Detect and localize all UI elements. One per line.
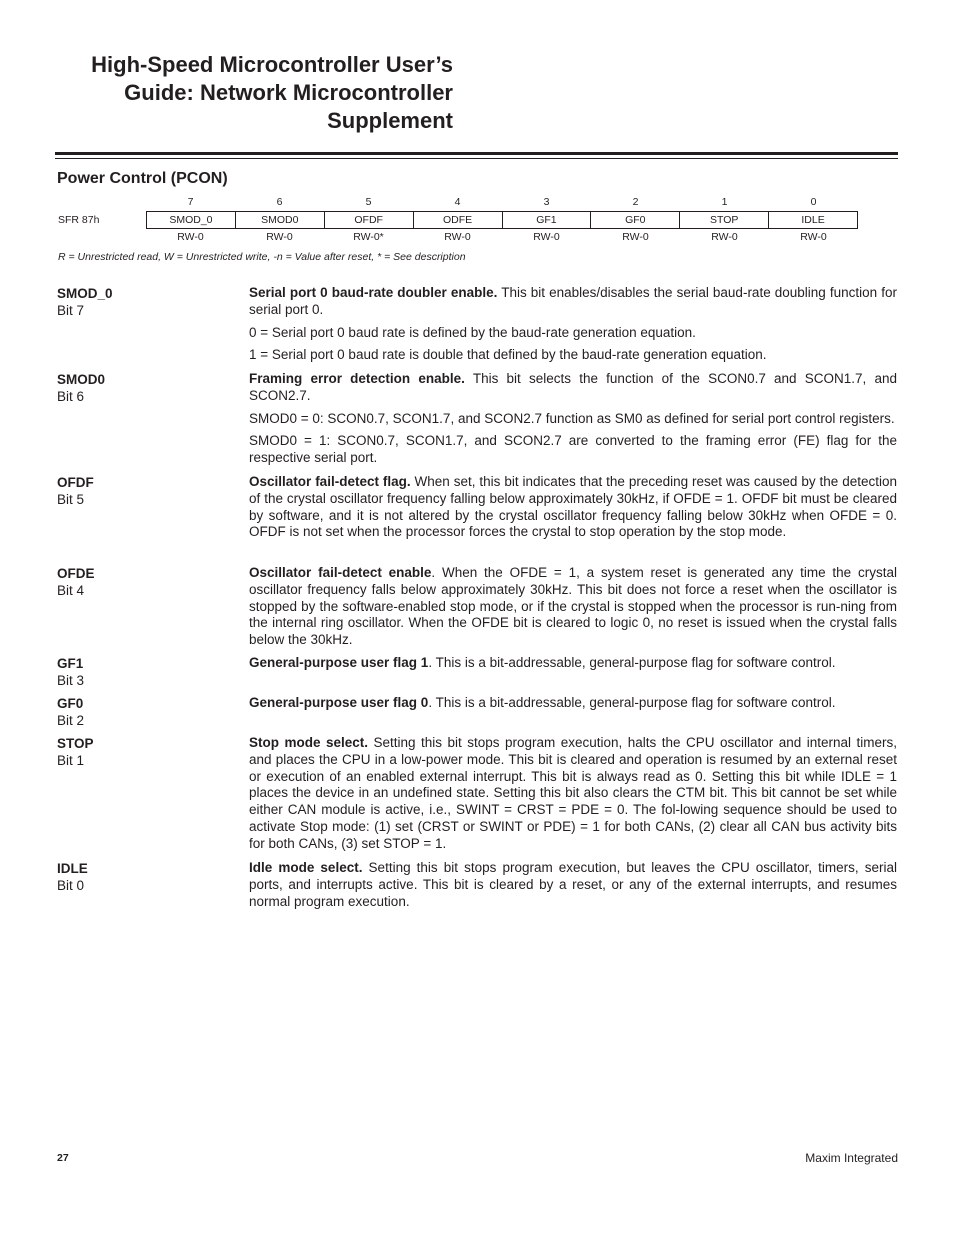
bit-description-text [249,565,897,655]
bit-heading: General-purpose user flag 0 [249,695,429,710]
bit-position: Bit 5 [57,492,85,507]
access-value: RW-0 [711,231,738,243]
access-value: RW-0 [177,231,204,243]
bit-position: Bit 2 [57,713,85,728]
header-rule-thick [55,152,898,155]
bit-heading: Serial port 0 baud-rate doubler enable. [249,285,498,300]
bit-position: Bit 0 [57,878,85,893]
access-value: RW-0 [444,231,471,243]
bit-description-text [249,371,897,473]
bit-text: When set, this bit indicates that the preceding reset was caused by the detection of the crystal oscillator frequency falling below approximately 30kHz, if OFDE = 1. OFDF bit must be cleared by software, and it is not altered by the crystal oscillator frequency falling below 30kHz when OFDE = 0. OFDF is not set when the processor forces the crystal to stop operation by the stop mode. [249,474,897,540]
access-value: RW-0 [800,231,827,243]
register-legend: R = Unrestricted read, W = Unrestricted write, -n = Value after reset, * = See description [58,251,466,263]
sfr-address-label: SFR 87h [58,214,100,226]
bit-value-line: SMOD0 = 1: SCON0.7, SCON1.7, and SCON2.7 are converted to the framing error (FE) flag for the respective serial port. [249,433,897,466]
bit-description-text [249,285,897,370]
bit-heading: Oscillator fail-detect flag. [249,474,411,489]
bit-description-text [249,860,897,916]
page-number: 27 [57,1152,69,1164]
bit-text: Setting this bit stops program execution, but leaves the CPU oscillator, timers, serial ports, and interrupts active. This bit is cleared by a reset, or any of the external interrupts, and resumes normal program execution. [249,860,898,909]
bit-value-line: 1 = Serial port 0 baud rate is double that defined by the baud-rate generation equation. [249,347,767,363]
bit-position: Bit 1 [57,753,85,768]
title-line-1: High-Speed Microcontroller User’s [91,52,453,77]
bit-name: SMOD0 [57,372,106,387]
bit-number: 4 [454,196,461,208]
bit-description-text [249,655,897,678]
register-access-row [146,231,858,243]
bit-heading: General-purpose user flag 1 [249,655,429,670]
title-line-2: Guide: Network Microcontroller [124,80,453,105]
bit-number: 7 [187,196,194,208]
bit-description-text [249,474,897,547]
bit-name: SMOD_0 [57,286,113,301]
bit-value-line: SMOD0 = 0: SCON0.7, SCON1.7, and SCON2.7 function as SM0 as defined for serial port control registers. [249,410,895,426]
bit-text: Setting this bit stops program execution, halts the CPU oscillator and internal timers, and places the CPU in a low-power mode. This bit is cleared and operation is resumed by an external reset or execution of an enabled external interrupt. This bit is always read as 0. Setting this bit while IDLE = 1 places the device in an undefined state. Setting this bit also clears the CTM bit. This bit cannot be set while either CAN module is active, i.e., SWINT = CRST = PDE = 0. The fol-lowing sequence should be used to activate Stop mode: (1) set (CRST or SWINT or PDE) = 1 for both CANs, (2) clear all CAN bus activity bits for both CANs, (3) set STOP = 1. [249,735,897,851]
bit-description-text [249,695,897,718]
bit-number: 6 [276,196,283,208]
bit-description-text [249,735,897,859]
bit-text: This bit enables/disables the serial baud-rate doubling function for serial port 0. [249,285,897,317]
bit-name: OFDE [57,566,95,581]
bit-number: 5 [365,196,372,208]
register-bit-cell: SMOD0 [235,212,324,228]
bit-position: Bit 3 [57,673,85,688]
bit-name: STOP [57,736,94,751]
bit-text: This bit selects the function of the SCON0.7 and SCON1.7, and SCON2.7. [249,371,897,403]
bit-number: 1 [721,196,728,208]
bit-heading: Oscillator fail-detect enable [249,565,432,580]
register-bit-cell: OFDF [324,212,413,228]
bit-name: GF0 [57,696,84,711]
bit-number: 2 [632,196,639,208]
register-bit-numbers [146,196,858,208]
bit-number: 3 [543,196,550,208]
title-line-3: Supplement [327,108,453,133]
document-title [40,51,453,135]
access-value: RW-0 [533,231,560,243]
register-bit-cell: ODFE [413,212,502,228]
bit-text: . This is a bit-addressable, general-purpose flag for software control. [428,695,836,710]
access-value: RW-0 [622,231,649,243]
company-name: Maxim Integrated [805,1151,898,1165]
register-bit-cell: STOP [679,212,768,228]
register-bit-cell: SMOD_0 [169,214,213,226]
register-bit-names [146,211,858,229]
bit-name: OFDF [57,475,94,490]
bit-text: . This is a bit-addressable, general-purpose flag for software control. [428,655,836,670]
bit-position: Bit 6 [57,389,85,404]
bit-text: . When the OFDE = 1, a system reset is generated any time the crystal oscillator frequency falls below approximately 30kHz. This bit does not force a reset when the oscillator is stopped by the software-enabled stop mode, or if the crystal is stopped when the processor is run-ning from the internal ring oscillator. When the OFDE bit is cleared to logic 0, no reset is issued when the crystal falls below the 30kHz. [249,565,897,648]
bit-position: Bit 7 [57,303,85,318]
register-bit-cell: IDLE [768,212,857,228]
register-bit-cell: GF1 [502,212,591,228]
register-bit-cell: GF0 [590,212,679,228]
bit-name: IDLE [57,861,88,876]
header-rule-thin [55,158,898,159]
bit-heading: Stop mode select. [249,735,368,750]
bit-position: Bit 4 [57,583,85,598]
bit-heading: Idle mode select. [249,860,363,875]
access-value: RW-0 [266,231,293,243]
bit-name: GF1 [57,656,84,671]
bit-heading: Framing error detection enable. [249,371,465,386]
access-value: RW-0* [353,231,384,243]
section-title: Power Control (PCON) [57,170,228,187]
bit-value-line: 0 = Serial port 0 baud rate is defined by the baud-rate generation equation. [249,324,696,340]
bit-number: 0 [810,196,817,208]
